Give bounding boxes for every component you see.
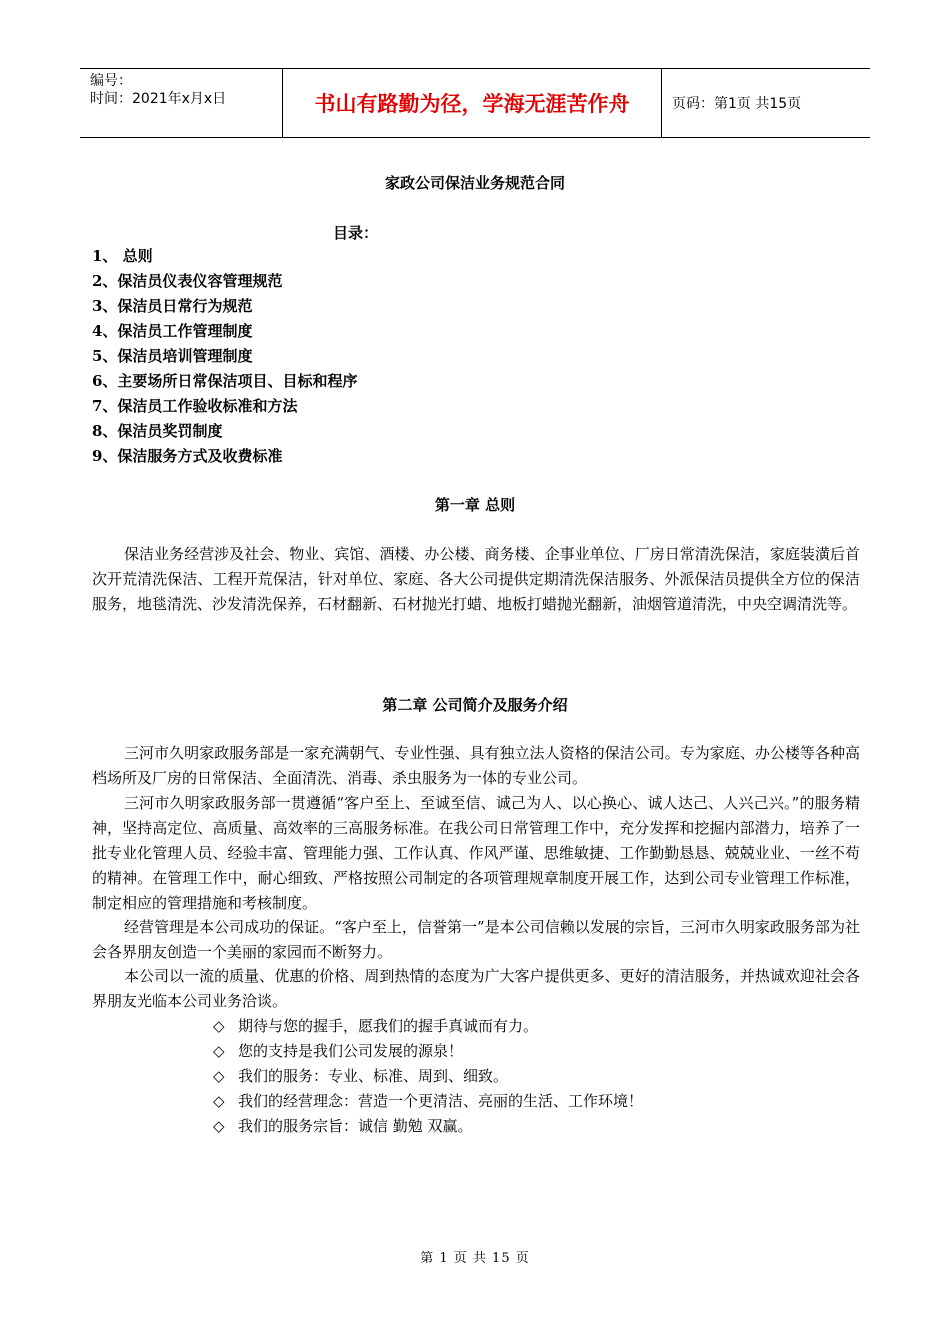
chapter-1-heading: 第一章 总则 [434,496,516,514]
slogan-text: 您的支持是我们公司发展的源泉！ [238,1042,464,1060]
slogan-item [213,1114,643,1139]
diamond-bullet-icon: ◇ [213,1067,225,1085]
page-footer [0,1247,950,1266]
slogan-text: 期待与您的握手，愿我们的握手真诚而有力。 [238,1017,539,1035]
diamond-bullet-icon: ◇ [213,1017,225,1035]
chapter-2-paragraph-3: 经营管理是本公司成功的保证。“客户至上，信誉第一”是本公司信赖以发展的宗旨，三河市久明家政服务部为社会各界朋友创造一个美丽的家园而不断努力。 [92,918,860,961]
diamond-bullet-icon: ◇ [213,1042,225,1060]
chapter-1-paragraph: 保洁业务经营涉及社会、物业、宾馆、酒楼、办公楼、商务楼、企事业单位、厂房日常清洗保洁，家庭装潢后首次开荒清洗保洁、工程开荒保洁，针对单位、家庭、各大公司提供定期清洗保洁服务、外派保洁员提供全方位的保洁服务，地毯清洗、沙发清洗保养，石材翻新、石材抛光打蜡、地板打蜡抛光翻新，油烟管道清洗，中央空调清洗等。 [92,545,860,613]
chapter-2-paragraph-1: 三河市久明家政服务部是一家充满朝气、专业性强、具有独立法人资格的保洁公司。专为家庭、办公楼等各种高档场所及厂房的日常保洁、全面清洗、消毒、杀虫服务为一体的专业公司。 [92,744,860,787]
slogan-text: 我们的服务宗旨：诚信 勤勉 双赢。 [238,1117,473,1135]
toc-item: 8、保洁员奖罚制度 [92,422,223,440]
slogan-item [213,1089,643,1114]
toc-item: 3、保洁员日常行为规范 [92,297,253,315]
slogan-item [213,1064,643,1089]
toc-heading: 目录： [333,224,379,242]
chapter-2-paragraph-2: 三河市久明家政服务部一贯遵循“客户至上、至诚至信、诚己为人、以心换心、诚人达己、人兴己兴。”的服务精神，坚持高定位、高质量、高效率的三高服务标准。在我公司日常管理工作中，充分发挥和挖掘内部潜力，培养了一批专业化管理人员、经验丰富、管理能力强、工作认真、作风严谨、思维敏捷、工作勤勤恳恳、兢兢业业、一丝不苟的精神。在管理工作中，耐心细致、严格按照公司制定的各项管理规章制度开展工作，达到公司专业管理工作标准，制定相应的管理措施和考核制度。 [92,794,860,912]
header-page-info: 页码：第1页 共15页 [672,96,802,112]
slogan-list [213,1014,643,1139]
chapter-2-paragraph-4: 本公司以一流的质量、优惠的价格、周到热情的态度为广大客户提供更多、更好的清洁服务，并热诚欢迎社会各界朋友光临本公司业务洽谈。 [92,967,860,1010]
toc-item: 2、保洁员仪表仪容管理规范 [92,272,283,290]
header-motto: 书山有路勤为径，学海无涯苦作舟 [282,69,662,137]
slogan-text: 我们的经营理念：营造一个更清洁、亮丽的生活、工作环境！ [238,1092,644,1110]
slogan-item [213,1039,643,1064]
toc-item: 4、保洁员工作管理制度 [92,322,253,340]
toc-item: 6、主要场所日常保洁项目、目标和程序 [92,372,358,390]
toc-item: 9、保洁服务方式及收费标准 [92,447,283,465]
toc-item: 7、保洁员工作验收标准和方法 [92,397,298,415]
chapter-2-heading: 第二章 公司简介及服务介绍 [382,696,568,714]
diamond-bullet-icon: ◇ [213,1092,225,1110]
document-header [80,68,870,138]
table-of-contents [92,244,357,469]
document-title: 家政公司保洁业务规范合同 [384,174,565,192]
diamond-bullet-icon: ◇ [213,1117,225,1135]
page-number: 第 1 页 共 15 页 [420,1251,530,1266]
toc-item: 5、保洁员培训管理制度 [92,347,253,365]
slogan-item [213,1014,643,1039]
date-label: 时间：2021年x月x日 [90,91,227,107]
toc-item: 1、 总则 [92,247,153,265]
header-meta [80,69,282,137]
slogan-text: 我们的服务：专业、标准、周到、细致。 [238,1067,509,1085]
number-label: 编号： [90,73,132,89]
